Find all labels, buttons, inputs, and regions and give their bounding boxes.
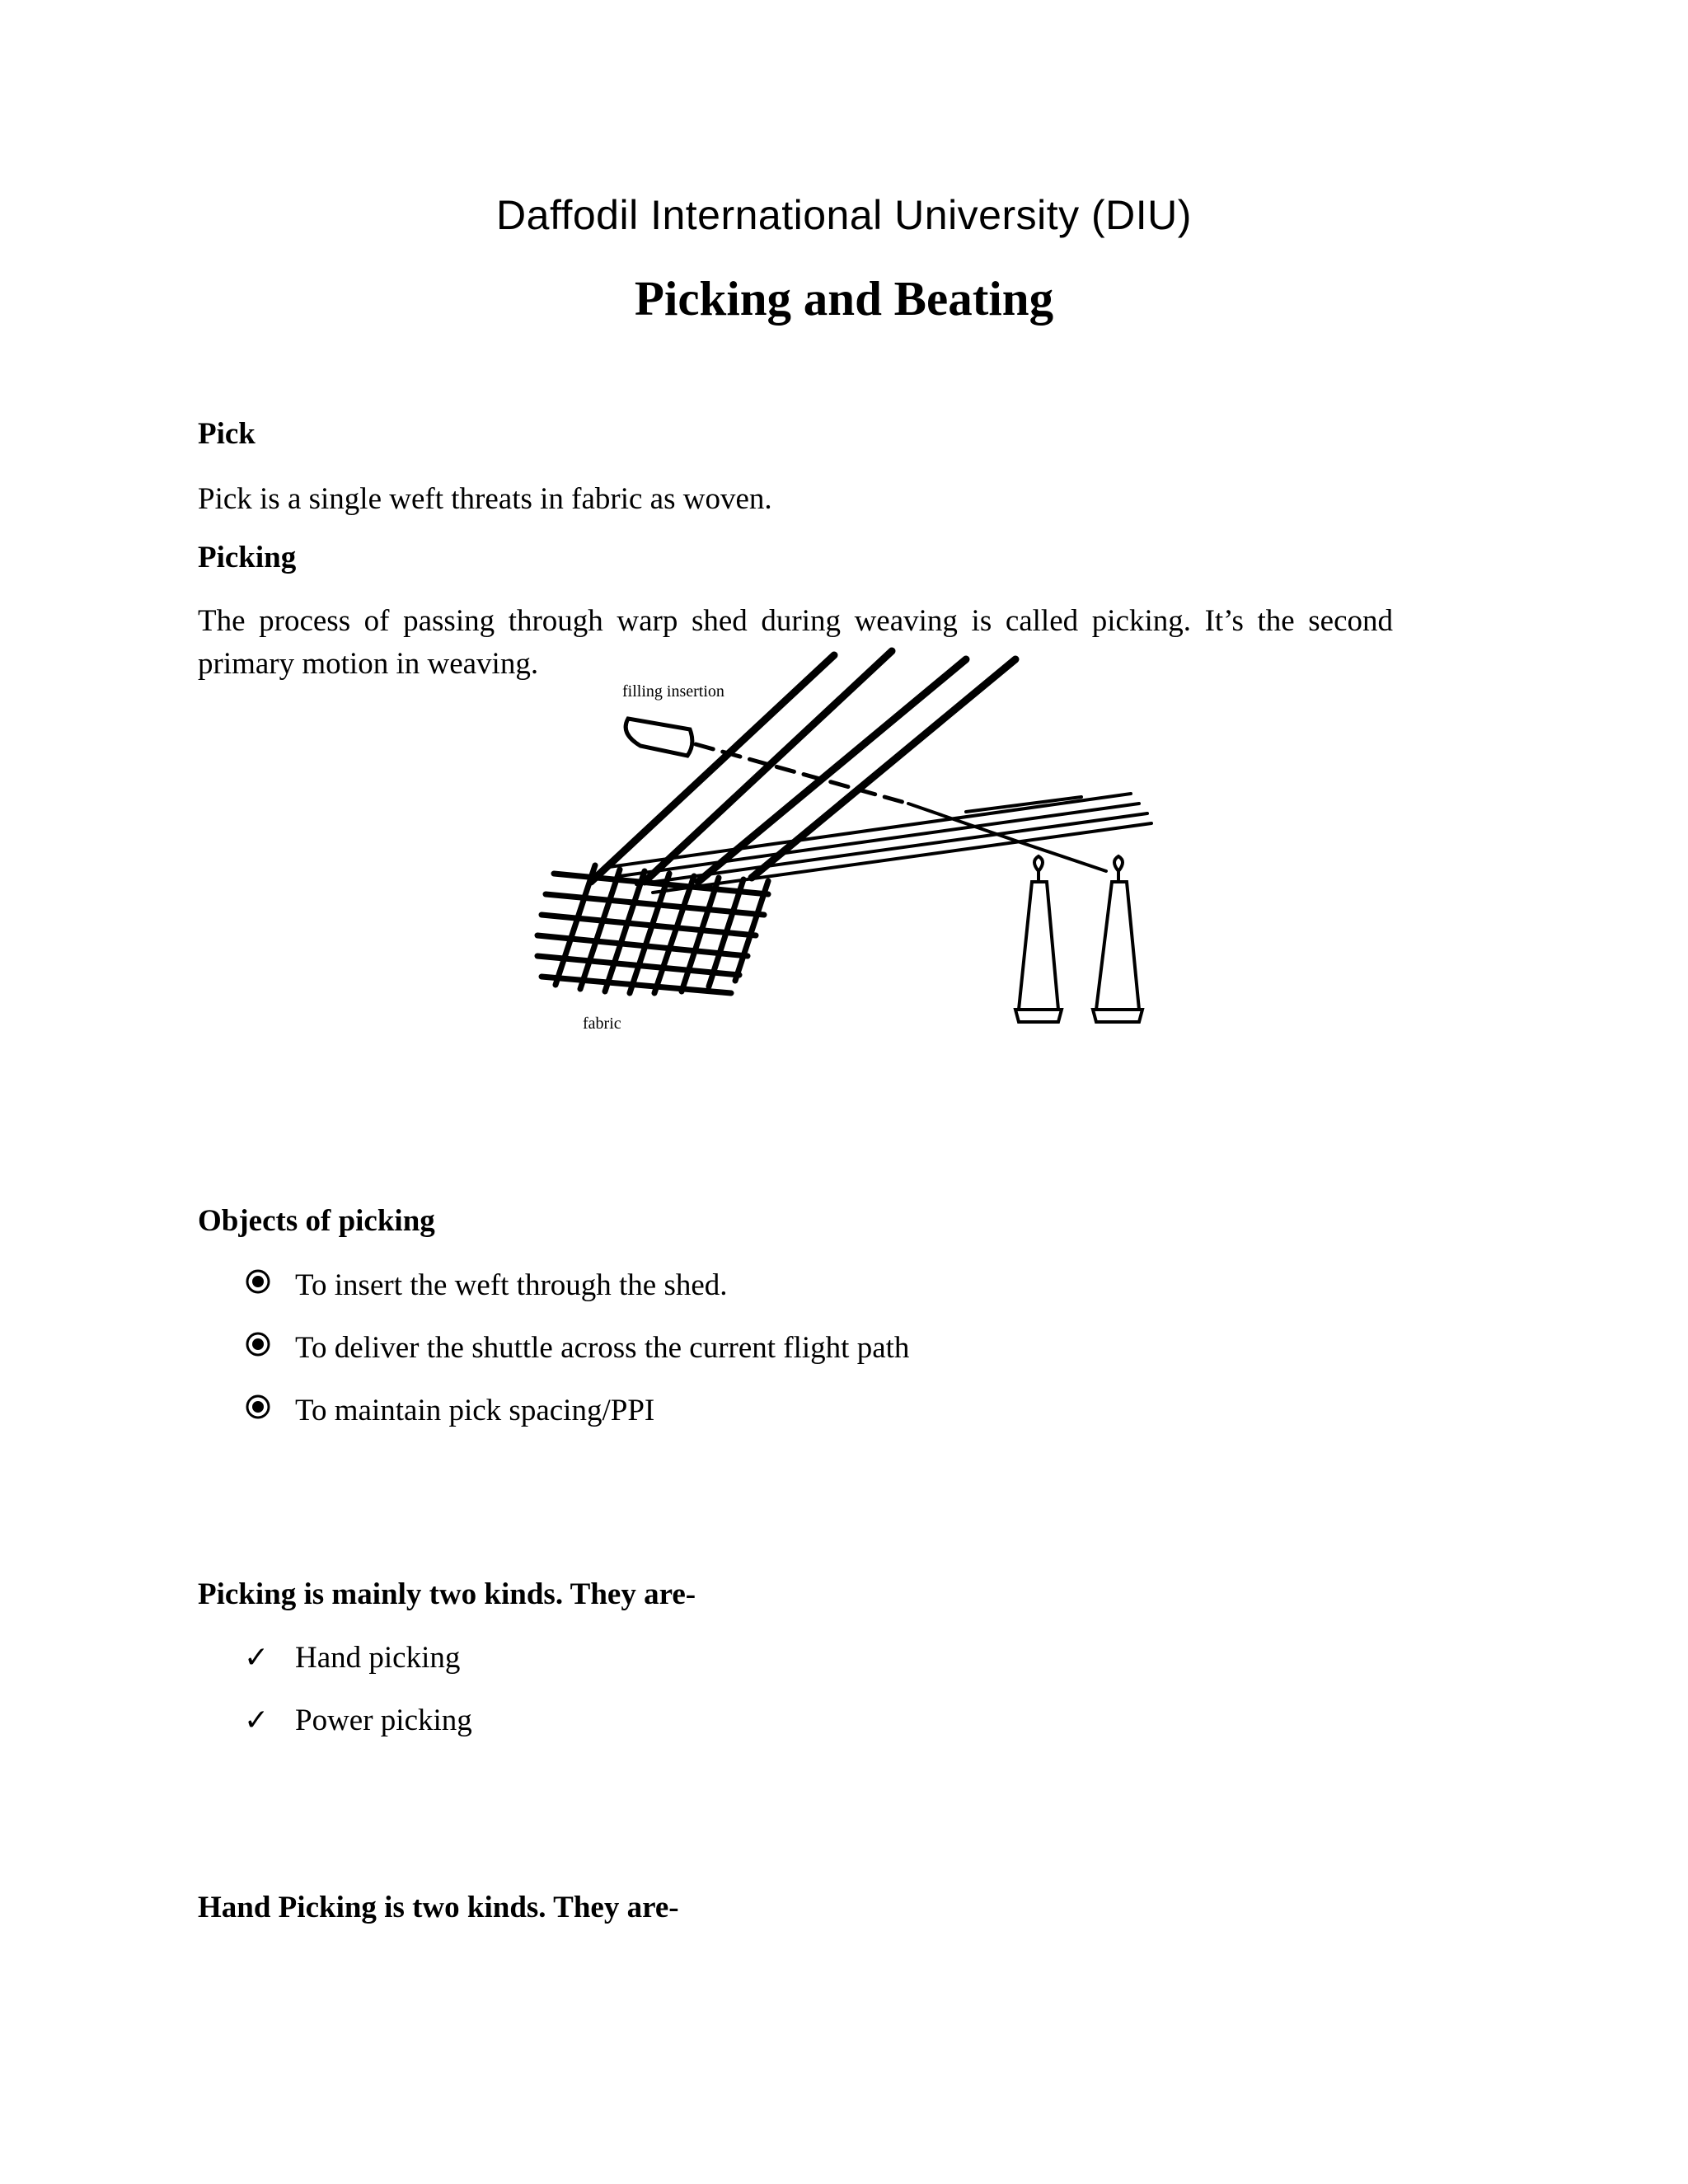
check-mark-icon: ✓ bbox=[244, 1704, 270, 1736]
filling-insertion-label: filling insertion bbox=[622, 682, 724, 701]
picking-definition-line-2: primary motion in weaving. bbox=[198, 647, 539, 681]
fabric-label: fabric bbox=[583, 1015, 621, 1033]
list-item bbox=[244, 1393, 909, 1455]
kind-text: Power picking bbox=[295, 1704, 472, 1737]
pick-definition: Pick is a single weft threats in fabric as woven. bbox=[198, 482, 772, 516]
objects-list bbox=[244, 1268, 909, 1455]
radio-bullet-icon bbox=[244, 1330, 295, 1366]
kinds-heading: Picking is mainly two kinds. They are- bbox=[198, 1577, 696, 1611]
object-text: To insert the weft through the shed. bbox=[295, 1268, 728, 1302]
list-item bbox=[244, 1330, 909, 1393]
picking-heading: Picking bbox=[198, 541, 297, 574]
bobbin-icon bbox=[1093, 856, 1142, 1022]
check-mark-icon: ✓ bbox=[244, 1641, 270, 1674]
kinds-list bbox=[244, 1640, 472, 1765]
radio-bullet-icon bbox=[244, 1268, 295, 1304]
picking-diagram bbox=[504, 647, 1160, 1059]
list-item bbox=[244, 1640, 472, 1703]
list-item bbox=[244, 1703, 472, 1765]
page-title: Picking and Beating bbox=[634, 271, 1054, 326]
list-item bbox=[244, 1268, 909, 1330]
object-text: To maintain pick spacing/PPI bbox=[295, 1394, 655, 1427]
kind-text: Hand picking bbox=[295, 1641, 461, 1675]
bobbin-icon bbox=[1015, 856, 1062, 1022]
objects-heading: Objects of picking bbox=[198, 1204, 435, 1238]
hand-picking-heading: Hand Picking is two kinds. They are- bbox=[198, 1891, 679, 1924]
object-text: To deliver the shuttle across the current flight path bbox=[295, 1331, 910, 1365]
picking-definition-line-1: The process of passing through warp shed during weaving is called picking. It’s the second bbox=[198, 604, 1393, 638]
pick-heading: Pick bbox=[198, 417, 256, 451]
radio-bullet-icon bbox=[244, 1393, 295, 1429]
university-title: Daffodil International University (DIU) bbox=[496, 192, 1192, 238]
shuttle-icon bbox=[626, 719, 692, 756]
